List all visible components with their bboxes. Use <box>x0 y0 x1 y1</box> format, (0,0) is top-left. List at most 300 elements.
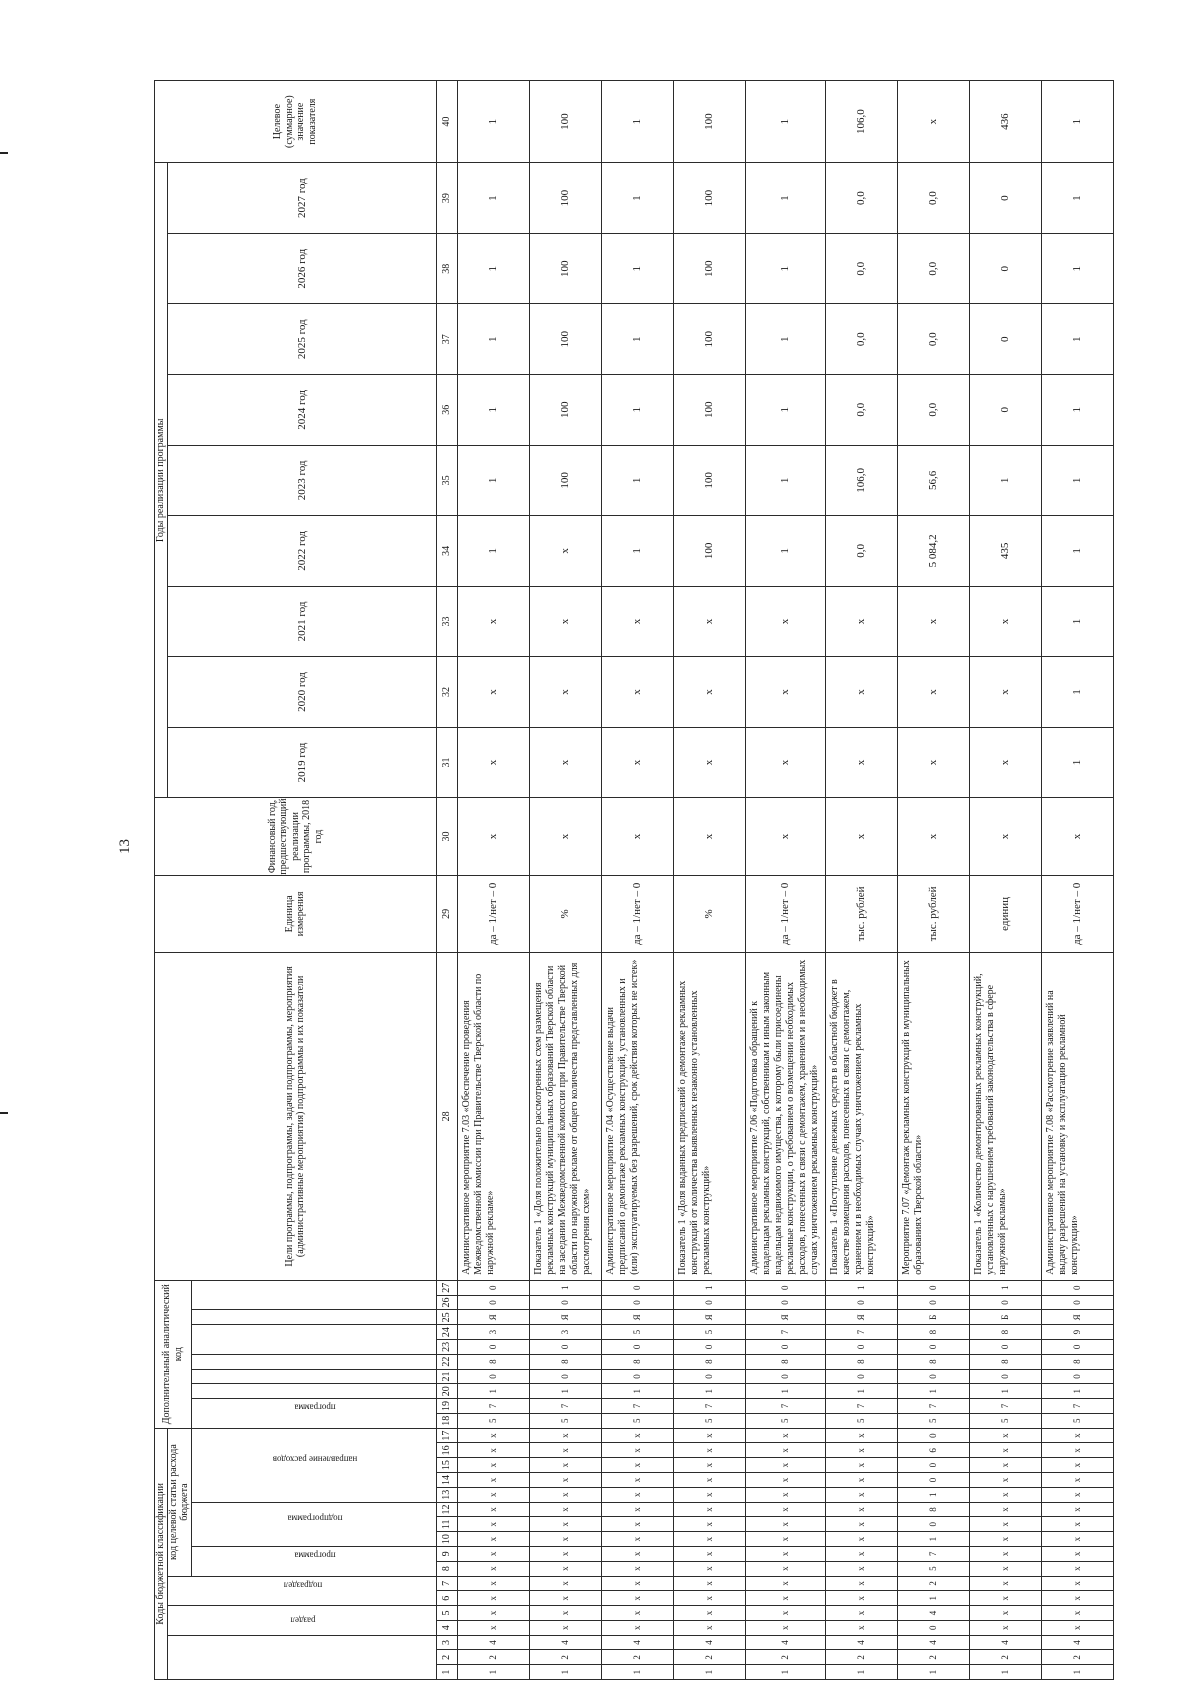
code-cell: х <box>457 1473 529 1488</box>
year-value-cell: х <box>825 586 897 657</box>
code-cell: х <box>1041 1428 1113 1443</box>
code-cell: х <box>601 1546 673 1561</box>
column-number: 18 <box>436 1413 457 1428</box>
prior-year-cell: х <box>969 798 1041 875</box>
code-cell: х <box>529 1443 601 1458</box>
code-cell: 4 <box>825 1635 897 1650</box>
code-cell: 1 <box>969 1384 1041 1399</box>
year-value-cell: х <box>745 657 825 728</box>
code-cell: 0 <box>825 1295 897 1310</box>
column-number: 4 <box>436 1620 457 1635</box>
year-2026-header: 2026 год <box>167 233 436 304</box>
year-value-cell: 0 <box>969 304 1041 375</box>
year-value-cell: х <box>745 727 825 798</box>
code-cell: 5 <box>673 1325 745 1340</box>
code-cell: 1 <box>529 1384 601 1399</box>
code-cell: х <box>1041 1458 1113 1473</box>
year-value-cell: 1 <box>1041 445 1113 516</box>
column-number: 7 <box>436 1576 457 1591</box>
code-cell: 0 <box>457 1369 529 1384</box>
code-cell: 7 <box>745 1399 825 1414</box>
code-cell: х <box>1041 1591 1113 1606</box>
code-cell: х <box>745 1458 825 1473</box>
code-cell: х <box>745 1606 825 1621</box>
code-cell: 2 <box>601 1650 673 1665</box>
column-number: 8 <box>436 1561 457 1576</box>
analytic-code-header: Дополнительный аналитический код <box>155 1280 192 1428</box>
goals-header: Цели программы, подпрограммы, задачи подпрограммы, мероприятия (административные мероприятия) подпрограммы и их показатели <box>155 953 437 1281</box>
code-cell: 1 <box>897 1487 969 1502</box>
year-value-cell: х <box>969 586 1041 657</box>
code-cell: х <box>1041 1546 1113 1561</box>
code-cell: х <box>1041 1606 1113 1621</box>
target-header: Целевое (суммарное) значение показателя <box>155 81 437 163</box>
table-body <box>457 81 1114 1680</box>
code-cell: х <box>673 1428 745 1443</box>
year-value-cell: х <box>457 586 529 657</box>
code-cell: х <box>529 1487 601 1502</box>
prior-year-cell: х <box>457 798 529 875</box>
unit-header: Единица измерения <box>155 875 437 952</box>
code-cell: х <box>745 1502 825 1517</box>
target-cell: 100 <box>673 81 745 163</box>
code-cell: х <box>673 1487 745 1502</box>
code-cell: х <box>673 1458 745 1473</box>
code-cell: 2 <box>673 1650 745 1665</box>
table-row <box>1041 81 1113 1680</box>
section-header: раздел <box>167 1606 436 1636</box>
table-row <box>825 81 897 1680</box>
code-cell: 4 <box>601 1635 673 1650</box>
code-cell: х <box>969 1576 1041 1591</box>
year-value-cell: х <box>673 727 745 798</box>
column-number: 17 <box>436 1428 457 1443</box>
code-cell: х <box>745 1576 825 1591</box>
code-cell: х <box>601 1591 673 1606</box>
code-cell: 0 <box>745 1280 825 1295</box>
column-number: 3 <box>436 1635 457 1650</box>
code-cell: 0 <box>897 1280 969 1295</box>
code-cell: х <box>825 1443 897 1458</box>
row-description: Административное мероприятие 7.03 «Обеспечение проведения Межведомственной комиссии при Правительстве Тверской области по наружной рекламе» <box>457 953 529 1281</box>
code-cell: 7 <box>897 1546 969 1561</box>
year-2027-header: 2027 год <box>167 163 436 234</box>
year-value-cell: х <box>601 586 673 657</box>
year-2019-header: 2019 год <box>167 727 436 798</box>
table-row <box>673 81 745 1680</box>
row-description: Административное мероприятие 7.06 «Подготовка обращений к владельцам рекламных конструкций, собственникам и иным законным владельцам недвижимого имущества, к которому были присоединены рекламные конструкции, о требованием о возмещении необходимых расходов, понесенных в связи с демонтажем, хранением и в необходимых случаях уничтожением рекламных конструкций» <box>745 953 825 1281</box>
code-cell: 0 <box>529 1340 601 1355</box>
code-cell: 4 <box>897 1635 969 1650</box>
code-cell: 5 <box>601 1325 673 1340</box>
code-cell: 4 <box>745 1635 825 1650</box>
year-2022-header: 2022 год <box>167 516 436 587</box>
code-cell: х <box>745 1428 825 1443</box>
code-cell: 0 <box>745 1295 825 1310</box>
code-cell: 1 <box>673 1280 745 1295</box>
year-value-cell: 1 <box>1041 516 1113 587</box>
column-number: 14 <box>436 1473 457 1488</box>
code-cell: х <box>745 1561 825 1576</box>
code-cell: 5 <box>825 1413 897 1428</box>
column-number-row <box>436 81 457 1680</box>
code-cell: 2 <box>1041 1650 1113 1665</box>
table-row <box>601 81 673 1680</box>
code-cell: 0 <box>897 1428 969 1443</box>
code-cell: 8 <box>897 1502 969 1517</box>
year-value-cell: 1 <box>601 304 673 375</box>
year-value-cell: 100 <box>673 163 745 234</box>
code-cell: 5 <box>673 1413 745 1428</box>
rotated-table-frame <box>154 80 1114 1680</box>
year-value-cell: 1 <box>1041 163 1113 234</box>
code-cell: х <box>457 1620 529 1635</box>
year-value-cell: 1 <box>457 375 529 446</box>
code-cell: 7 <box>601 1399 673 1414</box>
code-cell: 5 <box>457 1413 529 1428</box>
code-cell: х <box>825 1591 897 1606</box>
code-cell: х <box>673 1546 745 1561</box>
code-cell: 1 <box>897 1532 969 1547</box>
year-value-cell: х <box>825 657 897 728</box>
year-2021-header: 2021 год <box>167 586 436 657</box>
code-cell: 7 <box>673 1399 745 1414</box>
code-cell: х <box>529 1502 601 1517</box>
subsection-header: подраздел <box>167 1576 436 1606</box>
table-row <box>529 81 601 1680</box>
code-cell: 7 <box>1041 1399 1113 1414</box>
code-cell: х <box>1041 1620 1113 1635</box>
code-cell: 0 <box>673 1340 745 1355</box>
code-cell: х <box>673 1620 745 1635</box>
year-value-cell: х <box>673 657 745 728</box>
code-cell: 0 <box>969 1369 1041 1384</box>
column-number: 13 <box>436 1487 457 1502</box>
column-number: 24 <box>436 1325 457 1340</box>
year-value-cell: 1 <box>1041 727 1113 798</box>
column-number: 9 <box>436 1546 457 1561</box>
code-cell: 1 <box>745 1384 825 1399</box>
code-cell: х <box>529 1458 601 1473</box>
code-cell: х <box>529 1517 601 1532</box>
year-value-cell: 1 <box>457 445 529 516</box>
year-value-cell: 1 <box>745 163 825 234</box>
unit-cell: да – 1/нет – 0 <box>457 875 529 952</box>
year-value-cell: 56,6 <box>897 445 969 516</box>
code-cell: х <box>601 1443 673 1458</box>
year-value-cell: 1 <box>745 516 825 587</box>
unit-cell: да – 1/нет – 0 <box>601 875 673 952</box>
unit-cell: тыс. рублей <box>825 875 897 952</box>
year-2020-header: 2020 год <box>167 657 436 728</box>
code-cell: х <box>601 1620 673 1635</box>
code-cell: 8 <box>897 1354 969 1369</box>
column-number: 38 <box>436 233 457 304</box>
admin-code-header <box>167 1635 436 1679</box>
event-sign-header <box>191 1310 436 1325</box>
code-cell: х <box>457 1428 529 1443</box>
year-value-cell: 100 <box>673 304 745 375</box>
year-value-cell: 0,0 <box>825 516 897 587</box>
year-value-cell: 100 <box>673 445 745 516</box>
column-number: 1 <box>436 1665 457 1680</box>
code-cell: х <box>825 1517 897 1532</box>
code-cell: Я <box>1041 1310 1113 1325</box>
code-cell: х <box>969 1458 1041 1473</box>
row-description: Показатель 1 «Доля выданных предписаний о демонтаже рекламных конструкций от количества выявленных незаконно установленных рекламных конструкций» <box>673 953 745 1281</box>
code-cell: х <box>969 1473 1041 1488</box>
code-cell: х <box>673 1576 745 1591</box>
code-cell: х <box>529 1546 601 1561</box>
column-number: 2 <box>436 1650 457 1665</box>
code-cell: х <box>673 1473 745 1488</box>
column-number: 20 <box>436 1384 457 1399</box>
target-cell: 1 <box>1041 81 1113 163</box>
code-cell: 1 <box>1041 1665 1113 1680</box>
column-number: 36 <box>436 375 457 446</box>
target-cell: х <box>897 81 969 163</box>
code-cell: 0 <box>601 1369 673 1384</box>
code-cell: 0 <box>601 1340 673 1355</box>
code-cell: х <box>825 1561 897 1576</box>
code-cell: 8 <box>897 1325 969 1340</box>
target-cell: 436 <box>969 81 1041 163</box>
code-cell: 8 <box>1041 1354 1113 1369</box>
code-cell: 0 <box>1041 1295 1113 1310</box>
budget-codes-header: Коды бюджетной классификации <box>155 1428 168 1679</box>
code-cell: 0 <box>745 1340 825 1355</box>
code-cell: х <box>457 1561 529 1576</box>
year-2025-header: 2025 год <box>167 304 436 375</box>
analytic-subprogram-header <box>191 1384 436 1399</box>
code-cell: 2 <box>897 1650 969 1665</box>
code-cell: 3 <box>457 1325 529 1340</box>
code-cell: 1 <box>825 1280 897 1295</box>
code-cell: 5 <box>601 1413 673 1428</box>
code-cell: 0 <box>529 1295 601 1310</box>
left-margin-mark-top <box>0 152 8 154</box>
code-cell: х <box>601 1517 673 1532</box>
code-cell: х <box>745 1620 825 1635</box>
year-value-cell: 100 <box>529 445 601 516</box>
year-value-cell: 100 <box>673 233 745 304</box>
column-number: 39 <box>436 163 457 234</box>
years-group-header: Годы реализации программы <box>155 163 168 798</box>
prior-year-cell: х <box>825 798 897 875</box>
code-cell: 8 <box>457 1354 529 1369</box>
year-2023-header: 2023 год <box>167 445 436 516</box>
code-cell: х <box>457 1517 529 1532</box>
code-cell: 1 <box>673 1665 745 1680</box>
code-cell: 0 <box>601 1295 673 1310</box>
code-cell: 0 <box>457 1340 529 1355</box>
year-value-cell: 0 <box>969 375 1041 446</box>
code-cell: х <box>745 1517 825 1532</box>
unit-cell: единиц <box>969 875 1041 952</box>
code-cell: х <box>1041 1532 1113 1547</box>
code-cell: х <box>825 1606 897 1621</box>
code-cell: х <box>825 1458 897 1473</box>
left-margin-mark-bottom <box>0 1112 8 1114</box>
table-row <box>897 81 969 1680</box>
code-cell: 0 <box>825 1369 897 1384</box>
column-number: 23 <box>436 1340 457 1355</box>
column-number: 37 <box>436 304 457 375</box>
year-value-cell: 1 <box>1041 657 1113 728</box>
code-cell: 8 <box>529 1354 601 1369</box>
column-number: 29 <box>436 875 457 952</box>
code-cell: х <box>673 1443 745 1458</box>
code-cell: 0 <box>969 1295 1041 1310</box>
year-value-cell: 1 <box>745 375 825 446</box>
column-number: 25 <box>436 1310 457 1325</box>
prior-year-cell: х <box>1041 798 1113 875</box>
column-number: 35 <box>436 445 457 516</box>
code-cell: х <box>745 1487 825 1502</box>
year-value-cell: 1 <box>457 304 529 375</box>
year-value-cell: 0,0 <box>825 163 897 234</box>
code-cell: 1 <box>825 1384 897 1399</box>
year-value-cell: 1 <box>745 233 825 304</box>
code-cell: 3 <box>529 1325 601 1340</box>
code-cell: 4 <box>1041 1635 1113 1650</box>
year-value-cell: 1 <box>601 163 673 234</box>
year-value-cell: 1 <box>601 516 673 587</box>
column-number: 30 <box>436 798 457 875</box>
year-value-cell: 0,0 <box>897 304 969 375</box>
code-cell: 8 <box>825 1354 897 1369</box>
code-cell: 0 <box>897 1295 969 1310</box>
year-value-cell: 1 <box>969 445 1041 516</box>
column-number: 10 <box>436 1532 457 1547</box>
code-cell: 0 <box>457 1295 529 1310</box>
target-cell: 106,0 <box>825 81 897 163</box>
prior-year-cell: х <box>745 798 825 875</box>
year-2024-header: 2024 год <box>167 375 436 446</box>
analytic-program-header: программа <box>191 1399 436 1429</box>
code-cell: х <box>601 1428 673 1443</box>
code-cell: х <box>745 1591 825 1606</box>
code-cell: 0 <box>897 1340 969 1355</box>
target-item-code-header: код целевой статьи расхода бюджета <box>167 1428 191 1576</box>
code-cell: х <box>673 1502 745 1517</box>
code-cell: х <box>825 1502 897 1517</box>
target-cell: 1 <box>601 81 673 163</box>
code-cell: х <box>969 1487 1041 1502</box>
code-cell: 0 <box>457 1280 529 1295</box>
code-cell: 1 <box>897 1591 969 1606</box>
code-cell: х <box>969 1502 1041 1517</box>
year-value-cell: х <box>897 727 969 798</box>
prior-year-header: Финансовый год, предшествующий реализации программы, 2018 год <box>155 798 437 875</box>
code-cell: 7 <box>457 1399 529 1414</box>
code-cell: 2 <box>897 1576 969 1591</box>
code-cell: 8 <box>745 1354 825 1369</box>
code-cell: х <box>457 1443 529 1458</box>
year-value-cell: 1 <box>1041 233 1113 304</box>
year-value-cell: х <box>529 586 601 657</box>
year-value-cell: 1 <box>457 163 529 234</box>
code-cell: 1 <box>745 1665 825 1680</box>
column-number: 19 <box>436 1399 457 1414</box>
code-cell: 1 <box>529 1280 601 1295</box>
prior-year-cell: х <box>601 798 673 875</box>
column-number: 22 <box>436 1354 457 1369</box>
year-value-cell: 1 <box>601 375 673 446</box>
code-cell: х <box>1041 1473 1113 1488</box>
column-number: 28 <box>436 953 457 1281</box>
code-cell: х <box>457 1487 529 1502</box>
code-cell: 8 <box>673 1354 745 1369</box>
code-cell: Я <box>745 1310 825 1325</box>
table-row <box>457 81 529 1680</box>
code-cell: 1 <box>825 1665 897 1680</box>
prior-year-cell: х <box>673 798 745 875</box>
column-number: 5 <box>436 1606 457 1621</box>
code-cell: 1 <box>969 1280 1041 1295</box>
column-number: 21 <box>436 1369 457 1384</box>
row-description: Административное мероприятие 7.08 «Рассмотрение заявлений на выдачу разрешений на установку и эксплуатацию рекламной конструкции» <box>1041 953 1113 1281</box>
code-cell: 5 <box>969 1413 1041 1428</box>
code-cell: 2 <box>745 1650 825 1665</box>
prior-year-cell: х <box>529 798 601 875</box>
row-description: Административное мероприятие 7.04 «Осуществление выдачи предписаний о демонтаже рекламных конструкций, установленных и (или) эксплуатируемых без разрешений, срок действия которых не истек» <box>601 953 673 1281</box>
target-cell: 1 <box>745 81 825 163</box>
code-cell: х <box>457 1532 529 1547</box>
code-cell: х <box>673 1532 745 1547</box>
code-cell: х <box>825 1473 897 1488</box>
code-cell: х <box>825 1576 897 1591</box>
code-cell: 0 <box>601 1280 673 1295</box>
code-cell: 2 <box>457 1650 529 1665</box>
code-cell: 0 <box>745 1369 825 1384</box>
year-value-cell: х <box>601 727 673 798</box>
year-value-cell: 0,0 <box>897 233 969 304</box>
year-value-cell: х <box>673 586 745 657</box>
year-value-cell: 0,0 <box>897 163 969 234</box>
code-cell: х <box>825 1546 897 1561</box>
column-number: 32 <box>436 657 457 728</box>
code-cell: х <box>825 1428 897 1443</box>
code-cell: х <box>529 1606 601 1621</box>
code-cell: 0 <box>825 1340 897 1355</box>
row-description: Мероприятие 7.07 «Демонтаж рекламных конструкций в муниципальных образованиях Тверской области» <box>897 953 969 1281</box>
year-value-cell: 0,0 <box>825 304 897 375</box>
row-description: Показатель 1 «Доля положительно рассмотренных схем размещения рекламных конструкций муниципальных образований Тверской области на заседании Межведомственной комиссии при Правительстве Тверской области по наружной рекламе от общего количества представленных для рассмотрения схем» <box>529 953 601 1281</box>
year-value-cell: 1 <box>457 233 529 304</box>
year-value-cell: 100 <box>529 233 601 304</box>
code-cell: х <box>969 1532 1041 1547</box>
event-header <box>191 1354 436 1369</box>
code-cell: 0 <box>897 1620 969 1635</box>
code-cell: х <box>1041 1487 1113 1502</box>
code-cell: х <box>601 1532 673 1547</box>
code-cell: х <box>969 1561 1041 1576</box>
code-cell: х <box>529 1561 601 1576</box>
year-value-cell: 1 <box>1041 586 1113 657</box>
code-cell: 0 <box>897 1517 969 1532</box>
code-cell: 2 <box>529 1650 601 1665</box>
year-value-cell: х <box>745 586 825 657</box>
code-cell: 1 <box>529 1665 601 1680</box>
page-number: 13 <box>117 839 133 854</box>
code-cell: 5 <box>745 1413 825 1428</box>
code-cell: х <box>969 1443 1041 1458</box>
code-cell: 7 <box>529 1399 601 1414</box>
code-cell: х <box>529 1620 601 1635</box>
code-cell: 1 <box>969 1665 1041 1680</box>
code-cell: Я <box>529 1310 601 1325</box>
